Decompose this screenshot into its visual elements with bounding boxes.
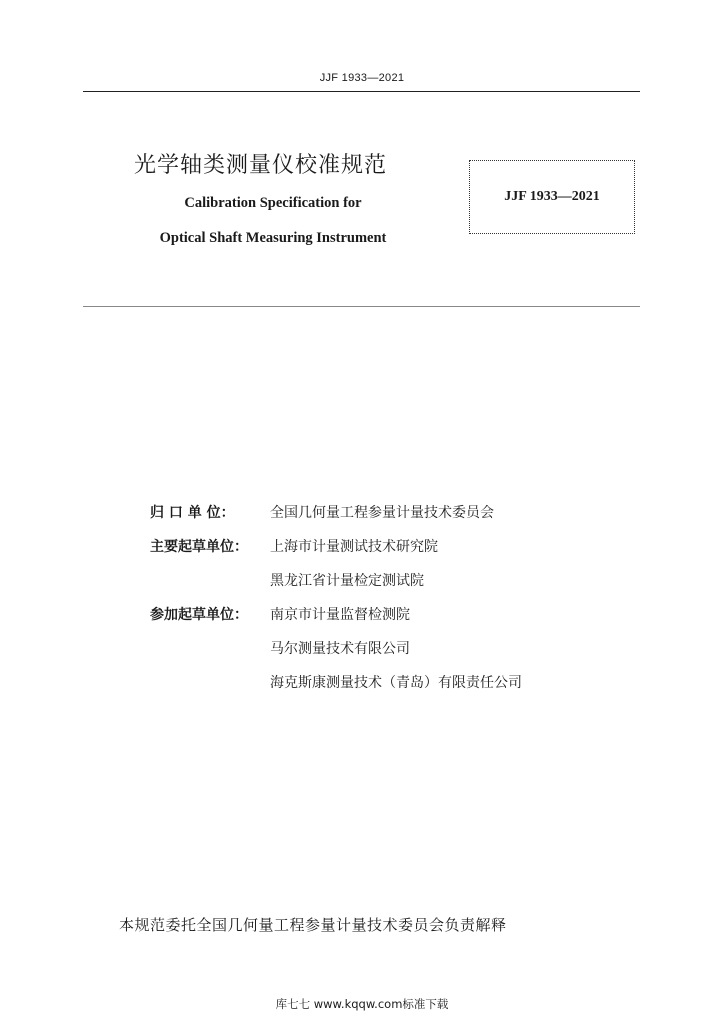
chinese-title: 光学轴类测量仪校准规范 xyxy=(134,153,388,178)
standard-code-box xyxy=(469,160,635,234)
main-drafter-row xyxy=(150,570,522,604)
english-title-line1: Calibration Specification for xyxy=(184,195,362,211)
english-title-line2: Optical Shaft Measuring Instrument xyxy=(159,230,387,246)
responsible-unit-label: 归 口 单 位： xyxy=(150,505,235,521)
participating-drafter-row xyxy=(150,638,522,672)
participating-drafter-row xyxy=(150,672,522,706)
participating-drafter-name: 海克斯康测量技术（青岛）有限责任公司 xyxy=(270,675,522,691)
drafting-units xyxy=(150,502,522,706)
main-drafter-row xyxy=(150,536,522,570)
header-standard-code: JJF 1933—2021 xyxy=(319,72,405,84)
download-watermark: 库七七 www.kqqw.com标准下载 xyxy=(275,997,449,1011)
main-drafter-name: 黑龙江省计量检定测试院 xyxy=(270,573,424,589)
responsible-unit-row xyxy=(150,502,522,536)
title-divider xyxy=(83,306,640,307)
header-divider xyxy=(83,91,640,92)
participating-drafter-name: 马尔测量技术有限公司 xyxy=(270,641,410,657)
responsible-unit-name: 全国几何量工程参量计量技术委员会 xyxy=(270,505,494,521)
participating-drafter-label: 参加起草单位： xyxy=(150,607,248,623)
main-drafter-label: 主要起草单位： xyxy=(150,539,248,555)
interpretation-note: 本规范委托全国几何量工程参量计量技术委员会负责解释 xyxy=(119,916,507,934)
participating-drafter-row xyxy=(150,604,522,638)
standard-code: JJF 1933—2021 xyxy=(504,189,600,204)
main-drafter-name: 上海市计量测试技术研究院 xyxy=(270,539,438,555)
participating-drafter-name: 南京市计量监督检测院 xyxy=(270,607,410,623)
